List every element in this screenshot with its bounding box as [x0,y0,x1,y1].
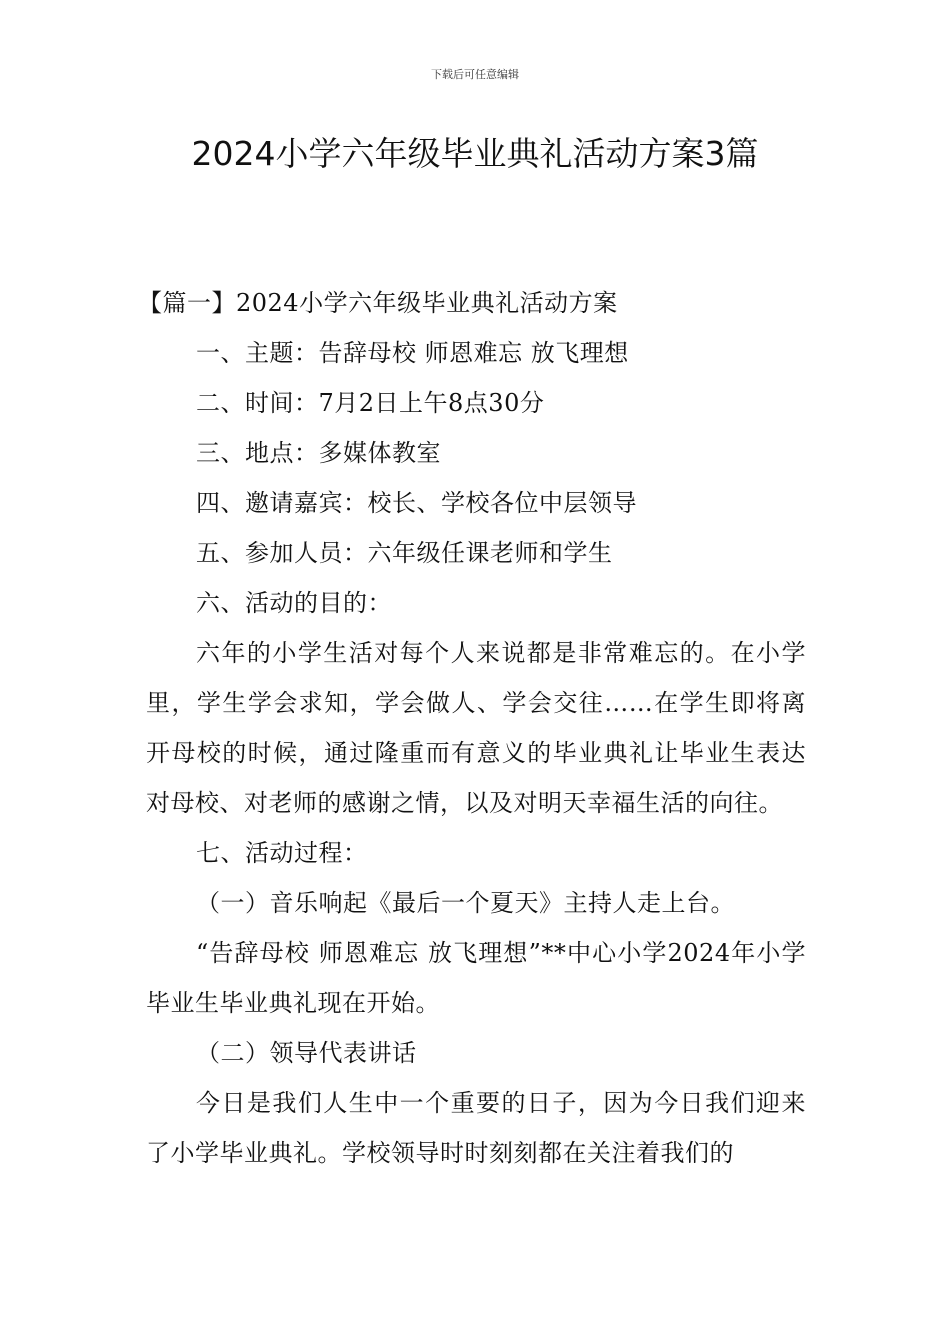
item-guests: 四、邀请嘉宾：校长、学校各位中层领导 [196,489,637,517]
document-title: 2024小学六年级毕业典礼活动方案3篇 [191,134,759,173]
item-location: 三、地点：多媒体教室 [196,439,441,467]
item-time: 二、时间：7月2日上午8点30分 [196,389,545,417]
item-participants: 五、参加人员：六年级任课老师和学生 [196,539,613,567]
purpose-paragraph: 六年的小学生活对每个人来说都是非常难忘的。在小学里，学生学会求知，学会做人、学会交往……在学生即将离开母校的时候，通过隆重而有意义的毕业典礼让毕业生表达对母校、对老师的感谢之情，以及对明天幸福生活的向往。 [146,639,806,817]
speech-paragraph: 今日是我们人生中一个重要的日子，因为今日我们迎来了小学毕业典礼。学校领导时时刻刻都在关注着我们的 [146,1089,806,1167]
item-theme: 一、主题：告辞母校 师恩难忘 放飞理想 [196,339,629,367]
header-note: 下载后可任意编辑 [431,68,519,81]
process-heading: 七、活动过程： [196,839,368,867]
item-purpose: 六、活动的目的： [196,589,392,617]
opening-paragraph: “告辞母校 师恩难忘 放飞理想”**中心小学2024年小学毕业生毕业典礼现在开始。 [146,939,806,1017]
step-one: （一）音乐响起《最后一个夏天》主持人走上台。 [196,889,735,917]
document-body [138,278,806,1178]
step-two: （二）领导代表讲话 [196,1039,417,1067]
section-heading: 【篇一】2024小学六年级毕业典礼活动方案 [138,289,618,317]
